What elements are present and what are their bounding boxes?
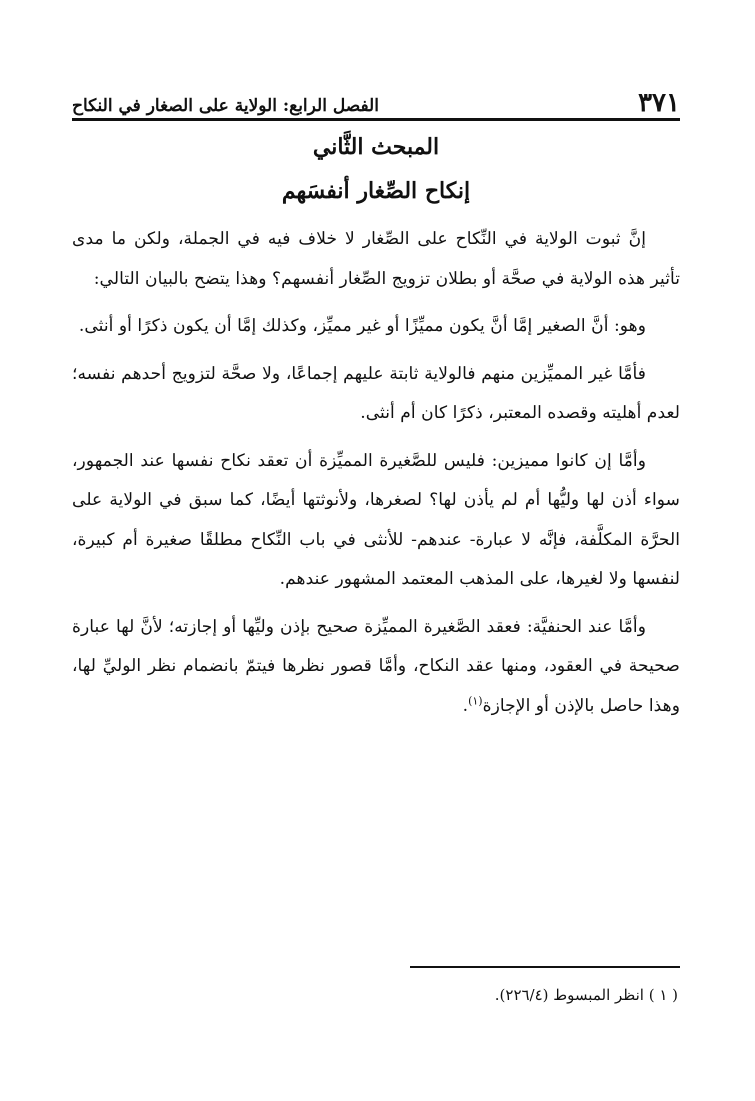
paragraph-4: وأمَّا إن كانوا مميزين: فليس للصَّغيرة المميِّزة أن تعقد نكاح نفسها عند الجمهور، سواء أذن لها وليُّها أم لم يأذن لها؟ لصغرها، ولأنوثتها أيضًا، كما سبق في الولاية على الحرَّة المكلَّفة، فإنَّه لا عبارة- عندهم- للأنثى في باب النِّكاح مطلقًا صغيرة أم كبيرة، لنفسها ولا لغيرها، على المذهب المعتمد المشهور عندهم. [72,450,680,589]
paragraph-5-text: وأمَّا عند الحنفيَّة: فعقد الصَّغيرة المميِّزة صحيح بإذن وليِّها أو إجازته؛ لأنَّ لها عبارة صحيحة في العقود، ومنها عقد النكاح، وأمَّا قصور نظرها فيتمّ بانضمام نظر الوليِّ لها، وهذا حاصل بالإذن أو الإجازة [72,616,680,716]
footnote: ( ١ ) انظر المبسوط (٢٢٦/٤). [494,986,678,1004]
header-rule [72,118,680,121]
section-title: إنكاح الصِّغار أنفسَهم [281,178,471,204]
paragraph-5 [72,608,680,727]
running-header [72,80,680,116]
chapter-title: الفصل الرابع: الولاية على الصغار في النكاح [72,96,379,116]
page-number: ٣٧١ [638,88,680,118]
section-heading: المبحث الثَّاني [312,134,440,160]
body-text [72,220,680,734]
paragraph-3: فأمَّا غير المميِّزين منهم فالولاية ثابتة عليهم إجماعًا، ولا صحَّة لتزويج أحدهم نفسه؛ لعدم أهليته وقصده المعتبر، ذكرًا كان أم أنثى. [72,363,680,423]
closing-punctuation: . [462,695,469,716]
footnote-reference[interactable]: (١) [468,693,483,707]
paragraph-1: إنَّ ثبوت الولاية في النِّكاح على الصِّغار لا خلاف فيه في الجملة، ولكن ما مدى تأثير هذه الولاية في صحَّة أو بطلان تزويج الصِّغار أنفسهم؟ وهذا يتضح بالبيان التالي: [72,229,680,289]
paragraph-2: وهو: أنَّ الصغير إمَّا أنَّ يكون مميِّزًا أو غير مميِّز، وكذلك إمَّا أن يكون ذكرًا أو أنثى. [78,316,646,336]
footnote-rule [410,966,680,968]
